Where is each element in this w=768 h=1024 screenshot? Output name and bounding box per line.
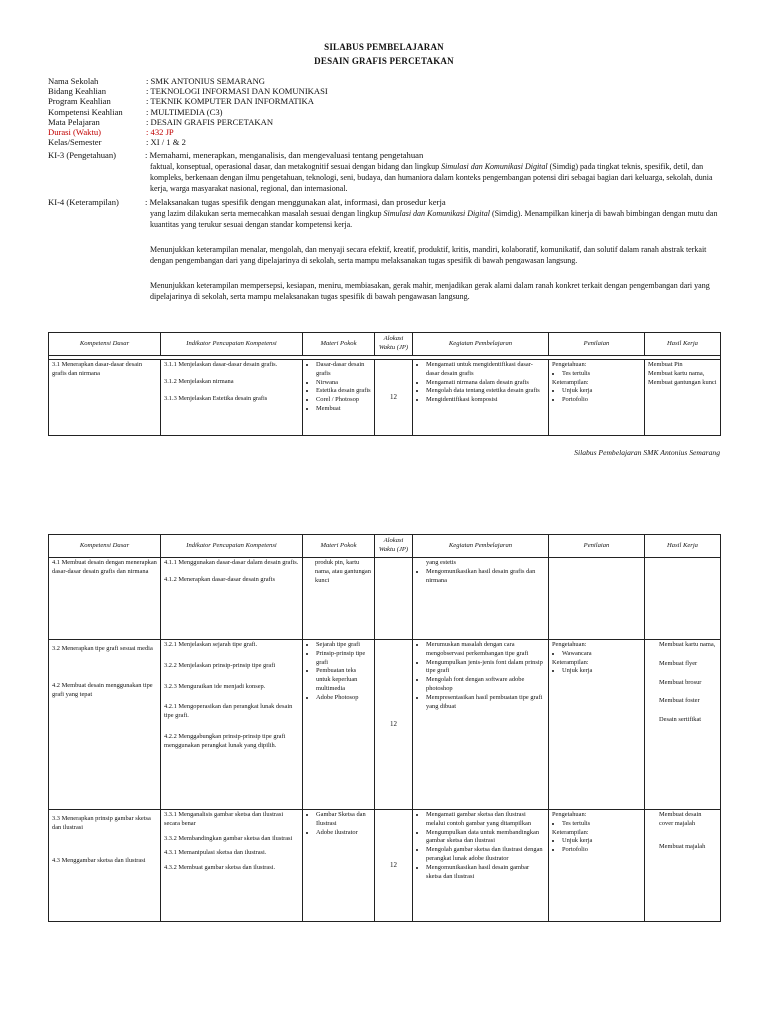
list-item: Membuat flyer bbox=[659, 659, 698, 667]
kd-cell: 3.2 Menerapkan tipe grafi sesuai media 4.2 Membuat desain menggunakan tipe grafi yang tepat bbox=[49, 640, 161, 810]
list-item: Desain sertifikat bbox=[659, 716, 702, 724]
list-item: 3.1.1 Menjelaskan dasar-dasar desain grafis. bbox=[164, 361, 278, 368]
list-item: • Adobe Photosop bbox=[316, 694, 371, 703]
column-header: Indikator Pencapaian Kompetensi bbox=[161, 535, 303, 558]
list-item: • Mengumpulkan data untuk membandingkan gambar sketsa dan ilustrasi bbox=[426, 829, 545, 847]
table-row bbox=[49, 360, 721, 436]
column-header: Hasil Kerja bbox=[645, 535, 721, 558]
list-item: • Unjuk kerja bbox=[562, 837, 641, 846]
column-header: Penilaian bbox=[549, 535, 645, 558]
list-item: • Mengamati nirmana dalam desain grafis bbox=[426, 379, 545, 388]
info-row bbox=[48, 137, 706, 147]
list-item: • Wawancara bbox=[562, 650, 641, 659]
list-item: • Mempresentasikan hasil pembuatan tipe grafi yang dibuat bbox=[426, 694, 545, 712]
list-item: • Estetika desain grafis bbox=[316, 387, 371, 396]
list-item: 3.2.3 Menguraikan ide menjadi konsep. bbox=[164, 682, 266, 690]
list-item: • Mengumpulkan jenis-jenis font dalam prinsip tipe grafi bbox=[426, 659, 545, 677]
kegiatan-cell bbox=[413, 640, 549, 810]
list-item: 4.1.2 Menerapkan dasar-dasar desain grafis bbox=[164, 575, 275, 583]
list-item: • Portofolio bbox=[562, 846, 641, 855]
info-row bbox=[48, 127, 706, 137]
list-item: 4.1.1 Menggunakan dasar-dasar dalam desain grafis. bbox=[164, 559, 299, 566]
list-item: • Membuat bbox=[316, 405, 371, 414]
list-item: • Corel / Photosop bbox=[316, 396, 371, 405]
penilaian-cell: Pengetahuan: • Tes tertulis Keterampilan: • Unjuk kerja • Portofolio bbox=[549, 810, 645, 922]
ki4-label: KI-4 (Keterampilan) bbox=[48, 197, 119, 207]
list-item: • Adobe ilustrator bbox=[316, 829, 371, 838]
list-item: • Portofolio bbox=[562, 396, 641, 405]
info-row bbox=[48, 117, 706, 127]
syllabus-table-2 bbox=[48, 534, 721, 922]
info-label: Durasi (Waktu) bbox=[48, 127, 102, 138]
jp-cell bbox=[375, 558, 413, 640]
list-item: • Sejarah tipe grafi bbox=[316, 641, 371, 650]
column-header: Kegiatan Pembelajaran bbox=[413, 333, 549, 356]
list-item: 3.3.1 Menganalisis gambar sketsa dan ilustrasi secara benar bbox=[164, 811, 284, 827]
column-header: Hasil Kerja bbox=[645, 333, 721, 356]
list-item: 4.3.2 Membuat gambar sketsa dan ilustrasi. bbox=[164, 864, 276, 872]
column-header: Materi Pokok bbox=[303, 535, 375, 558]
materi-cell bbox=[303, 360, 375, 436]
list-item: 4.3.1 Memanipulasi sketsa dan ilustrasi. bbox=[164, 849, 267, 857]
info-row bbox=[48, 107, 706, 117]
indicator-cell bbox=[161, 640, 303, 810]
info-label: Bidang Keahlian bbox=[48, 86, 106, 97]
ki3-line1: : Memahami, menerapkan, menganalisis, dan mengevaluasi tentang pengetahuan bbox=[145, 150, 424, 160]
list-item: • Dasar-dasar desain grafis bbox=[316, 361, 371, 379]
table-row bbox=[49, 558, 721, 640]
table-header-row bbox=[49, 535, 721, 558]
info-label: Program Keahlian bbox=[48, 96, 111, 107]
list-item: • Mengamati untuk mengidentifikasi dasar-dasar desain grafis bbox=[426, 361, 545, 379]
penilaian-cell bbox=[549, 558, 645, 640]
list-item: • Gambar Sketsa dan Ilustrasi bbox=[316, 811, 371, 829]
school-info bbox=[48, 76, 706, 147]
list-item: 4.2.2 Menggabungkan prinsip-prinsip tipe grafi menggunakan perangkat lunak yang dipilih. bbox=[164, 732, 286, 749]
indicator-cell bbox=[161, 810, 303, 922]
ki3-label: KI-3 (Pengetahuan) bbox=[48, 150, 117, 160]
kd-cell: 4.1 Membuat desain dengan menerapkan dasar-dasar desain grafis dan nirmana bbox=[49, 558, 161, 640]
kd-cell: 3.1 Menerapkan dasar-dasar desain grafis dan nirmana bbox=[49, 360, 161, 436]
materi-cell bbox=[303, 640, 375, 810]
column-header: Alokasi Waktu (JP) bbox=[375, 535, 413, 558]
hasil-cell bbox=[645, 810, 721, 922]
list-item: • Tes tertulis bbox=[562, 820, 641, 829]
list-item: • Mengolah data tentang estetika desain grafis bbox=[426, 387, 545, 396]
list-item: 3.2.2 Menjelaskan prinsip-prinsip tipe grafi bbox=[164, 661, 276, 669]
table-row bbox=[49, 640, 721, 810]
info-value: : TEKNOLOGI INFORMASI DAN KOMUNIKASI bbox=[146, 86, 328, 97]
document-subtitle: DESAIN GRAFIS PERCETAKAN bbox=[314, 56, 454, 66]
list-item: • Mengidentifikasi komposisi bbox=[426, 396, 545, 405]
list-item: • Tes tertulis bbox=[562, 370, 641, 379]
info-value: : SMK ANTONIUS SEMARANG bbox=[146, 76, 265, 86]
info-value: : TEKNIK KOMPUTER DAN INFORMATIKA bbox=[146, 96, 314, 107]
info-value: : XI / 1 & 2 bbox=[146, 137, 186, 148]
materi-cell: produk pin, kartu nama, atau gantungan kunci bbox=[303, 558, 375, 640]
indicator-cell bbox=[161, 360, 303, 436]
column-header: Kegiatan Pembelajaran bbox=[413, 535, 549, 558]
list-item: • Unjuk kerja bbox=[562, 387, 641, 396]
list-item: Membuat foster bbox=[659, 697, 700, 705]
info-value: : 432 JP bbox=[146, 127, 174, 138]
list-item: • Mengolah gambar sketsa dan ilustrasi dengan perangkat lunak adobe ilustrator bbox=[426, 846, 545, 864]
document-title: SILABUS PEMBELAJARAN bbox=[324, 42, 444, 52]
info-label: Mata Pelajaran bbox=[48, 116, 100, 127]
page-footer: Silabus Pembelajaran SMK Antonius Semarang bbox=[574, 448, 720, 457]
hasil-cell bbox=[645, 640, 721, 810]
list-item: • Mengolah font dengan software adobe photoshop bbox=[426, 676, 545, 694]
column-header: Alokasi Waktu (JP) bbox=[375, 333, 413, 356]
jp-cell: 12 bbox=[375, 810, 413, 922]
info-row bbox=[48, 86, 706, 96]
info-label: Kelas/Semester bbox=[48, 137, 102, 148]
column-header: Kompetensi Dasar bbox=[49, 535, 161, 558]
info-row bbox=[48, 76, 706, 86]
column-header: Penilaian bbox=[549, 333, 645, 356]
indicator-cell bbox=[161, 558, 303, 640]
column-header: Indikator Pencapaian Kompetensi bbox=[161, 333, 303, 356]
hasil-cell bbox=[645, 558, 721, 640]
ki3-body: faktual, konseptual, operasional dasar, dan metakognitif sesuai dengan bidang dan lingkup Simulasi dan Komunikasi Digital (Simdig) pada tingkat teknis, spesifik, detil, dan kompleks, berkenaan dengan ilmu pengetahuan, teknologi, seni, budaya, dan humaniora dalam konteks pengembangan potensi diri sebagai bagian dari keluarga, sekolah, dunia kerja, warga masyarakat nasional, regional, dan internasional. bbox=[150, 162, 713, 194]
jp-cell: 12 bbox=[375, 360, 413, 436]
table-row bbox=[49, 810, 721, 922]
info-row bbox=[48, 96, 706, 106]
kd-cell: 3.3 Menerapkan prinsip gambar sketsa dan ilustrasi 4.3 Menggambar sketsa dan ilustrasi bbox=[49, 810, 161, 922]
list-item: 3.1.3 Menjelaskan Estetika desain grafis bbox=[164, 394, 268, 402]
ki4-body: yang lazim dilakukan serta memecahkan masalah sesuai dengan lingkup Simulasi dan Komunikasi Digital (Simdig). Menampilkan kinerja di bawah bimbingan dengan mutu dan kuantitas yang terukur sesuai dengan standar kompetensi kerja. bbox=[150, 209, 718, 230]
info-value: : DESAIN GRAFIS PERCETAKAN bbox=[146, 116, 274, 127]
list-item: • Mengomunikasikan hasil desain grafis dan nirmana bbox=[426, 568, 545, 586]
list-item: • Pembuatan teks untuk keperluan multimedia bbox=[316, 667, 371, 693]
kegiatan-cell: yang estetis • Mengomunikasikan hasil desain grafis dan nirmana bbox=[413, 558, 549, 640]
list-item: • Nirwana bbox=[316, 379, 371, 388]
syllabus-table-1 bbox=[48, 332, 721, 436]
list-item: 3.1.2 Menjelaskan nirmana bbox=[164, 377, 234, 385]
kegiatan-cell bbox=[413, 360, 549, 436]
list-item: Membuat desain cover majalah bbox=[659, 811, 702, 827]
list-item: Membuat majalah bbox=[659, 842, 706, 850]
ki4-line1: : Melaksanakan tugas spesifik dengan menggunakan alat, informasi, dan prosedur kerja bbox=[145, 197, 446, 207]
info-label: Kompetensi Keahlian bbox=[48, 106, 123, 117]
column-header: Kompetensi Dasar bbox=[49, 333, 161, 356]
list-item: 4.2.1 Mengoperasikan dan perangkat lunak desain tipe grafi. bbox=[164, 703, 293, 720]
list-item: 3.3.2 Membandingkan gambar sketsa dan ilustrasi bbox=[164, 834, 293, 842]
list-item: Membuat brosur bbox=[659, 678, 702, 686]
list-item: • Unjuk kerja bbox=[562, 667, 641, 676]
ki4-paragraph-3: Menunjukkan keterampilan mempersepsi, kesiapan, meniru, membiasakan, gerak mahir, menjadikan gerak alami dalam ranah konkret terkait dengan pengembangan dari yang dipelajarinya di sekolah, serta mampu melaksanakan tugas spesifik di bawah pengawasan langsung. bbox=[150, 281, 710, 302]
list-item: • Mengamati gambar sketsa dan ilustrasi melalui contoh gambar yang ditampilkan bbox=[426, 811, 545, 829]
kegiatan-cell bbox=[413, 810, 549, 922]
list-item: • Prinsip-prinsip tipe grafi bbox=[316, 650, 371, 668]
list-item: 3.2.1 Menjelaskan sejarah tipe grafi. bbox=[164, 641, 258, 648]
ki4-paragraph-2: Menunjukkan keterampilan menalar, mengolah, dan menyaji secara efektif, kreatif, produktif, kritis, mandiri, kolaboratif, komunikatif, dan solutif dalam ranah abstrak terkait dengan pengembangan dari yang dipelajarinya di sekolah, serta mampu melaksanakan tugas spesifik di bawah pengawasan langsung. bbox=[150, 245, 707, 266]
jp-cell: 12 bbox=[375, 640, 413, 810]
list-item: • Merumuskan masalah dengan cara mengobservasi perkembangan tipe grafi bbox=[426, 641, 545, 659]
list-item: Membuat kartu nama, bbox=[659, 641, 716, 648]
info-value: : MULTIMEDIA (C3) bbox=[146, 106, 223, 117]
list-item: • Mengomunikasikan hasil desain gambar sketsa dan ilustrasi bbox=[426, 864, 545, 882]
column-header: Materi Pokok bbox=[303, 333, 375, 356]
info-label: Nama Sekolah bbox=[48, 76, 99, 86]
materi-cell bbox=[303, 810, 375, 922]
table-header-row bbox=[49, 333, 721, 356]
penilaian-cell: Pengetahuan: • Tes tertulis Keterampilan: • Unjuk kerja • Portofolio bbox=[549, 360, 645, 436]
penilaian-cell: Pengetahuan: • Wawancara Keterampilan: • Unjuk kerja bbox=[549, 640, 645, 810]
hasil-cell: Membuat Pin Membuat kartu nama, Membuat gantungan kunci bbox=[645, 360, 721, 436]
